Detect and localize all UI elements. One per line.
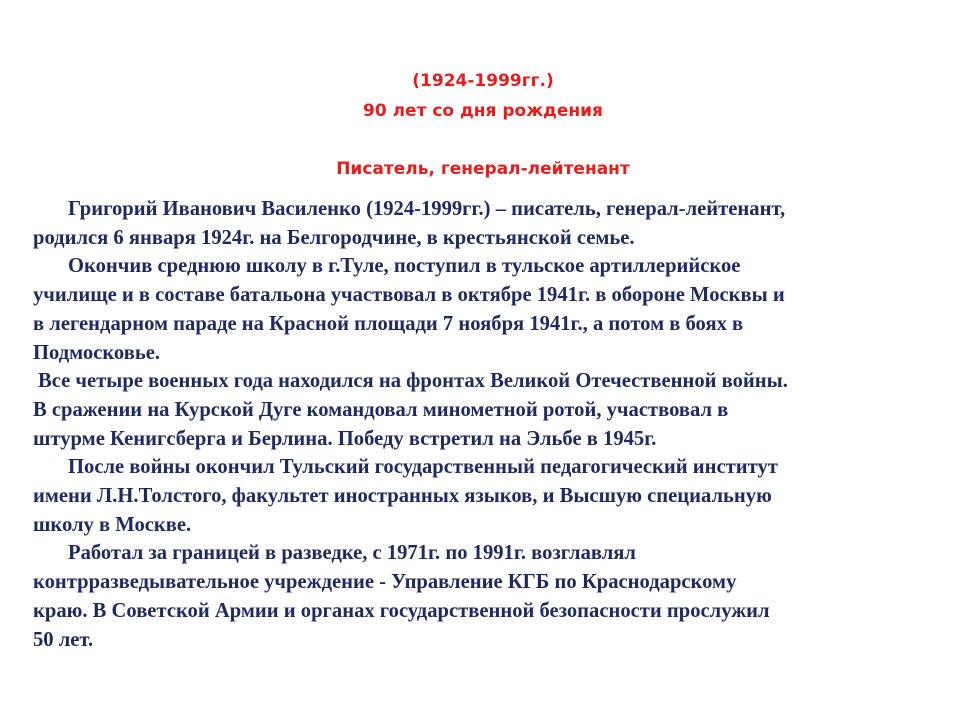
text-line: в легендарном параде на Красной площади 7 ноября 1941г., а потом в боях в	[33, 312, 744, 335]
subtitle-heading: Писатель, генерал-лейтенант	[336, 159, 630, 179]
text-line: Окончив среднюю школу в г.Туле, поступил в тульское артиллерийское	[68, 255, 741, 278]
text-line: контрразведывательное учреждение - Управление КГБ по Краснодарскому	[33, 571, 737, 594]
text-line: Все четыре военных года находился на фронтах Великой Отечественной войны.	[38, 370, 788, 393]
slide-header	[0, 66, 960, 184]
years-heading: (1924-1999гг.)	[412, 71, 554, 91]
text-line: После войны окончил Тульский государственный педагогический институт	[68, 456, 778, 479]
biography-text	[33, 195, 933, 654]
text-line: 50 лет.	[33, 628, 94, 651]
text-line: В сражении на Курской Дуге командовал минометной ротой, участвовал в	[33, 398, 729, 421]
text-line: школу в Москве.	[33, 513, 192, 536]
text-line: краю. В Советской Армии и органах государственной безопасности прослужил	[33, 599, 770, 622]
text-line: Подмосковье.	[33, 341, 161, 364]
text-line: имени Л.Н.Толстого, факультет иностранных языков, и Высшую специальную	[33, 485, 772, 508]
text-line: родился 6 января 1924г. на Белгородчине, в крестьянской семье.	[33, 226, 635, 249]
text-line: Григорий Иванович Василенко (1924-1999гг.) – писатель, генерал-лейтенант,	[68, 198, 786, 220]
text-line: училище и в составе батальона участвовал в октябре 1941г. в обороне Москвы и	[33, 284, 785, 307]
text-line: штурме Кенигсберга и Берлина. Победу встретил на Эльбе в 1945г.	[33, 427, 657, 450]
anniversary-heading: 90 лет со дня рождения	[363, 101, 603, 121]
text-line: Работал за границей в разведке, с 1971г. по 1991г. возглавлял	[68, 542, 636, 565]
